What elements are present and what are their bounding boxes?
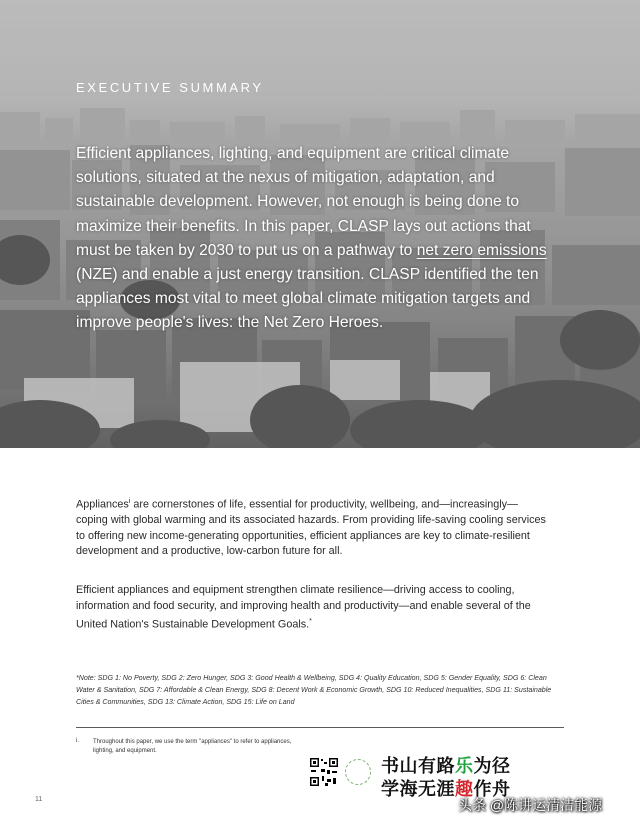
slogan1-highlight: 乐 xyxy=(455,756,474,776)
para2-text: Efficient appliances and equipment strengthen climate resilience—driving access to cooling, information and food security, and improving health and productivity—and enable several of the United Nation's Sustainable Development Goals. xyxy=(76,584,531,631)
slogan1-part-a: 书山有路 xyxy=(381,756,455,776)
source-watermark: 头条 @陈讲运清洁能源 xyxy=(458,797,603,813)
section-heading: EXECUTIVE SUMMARY xyxy=(76,80,264,95)
body-paragraph-1 xyxy=(76,494,546,560)
qr-code-icon[interactable] xyxy=(309,757,339,787)
slogan1-part-c: 为径 xyxy=(473,756,511,776)
hero-summary-text xyxy=(76,142,554,336)
slogan2-part-a: 学海无涯 xyxy=(381,779,455,799)
page-number: 11 xyxy=(35,796,43,803)
slogan2-part-c: 作舟 xyxy=(473,779,511,799)
body-paragraph-2 xyxy=(76,583,546,633)
footnote-ref[interactable]: i xyxy=(128,498,131,505)
footnote-divider xyxy=(76,727,564,728)
qr-code-panel xyxy=(305,755,375,799)
footnote-text: Throughout this paper, we use the term "appliances" to refer to appliances, lighting, and equipment. xyxy=(93,739,292,754)
hero-text-part2: (NZE) and enable a just energy transition. CLASP identified the ten appliances most vital to meet global climate mitigation targets and improve people's lives: the Net Zero Heroes. xyxy=(76,266,539,332)
para1-start: Appliances xyxy=(76,498,129,511)
logo-seal-icon xyxy=(345,759,371,785)
hero-text-part1: Efficient appliances, lighting, and equipment are critical climate solutions, situated at the nexus of mitigation, adaptation, and sustainable development. However, not enough is being done to maximize their benefits. In this paper, CLASP lays out actions that must be taken by 2030 to put us on a pathway to xyxy=(76,145,531,259)
sdg-note: *Note: SDG 1: No Poverty, SDG 2: Zero Hunger, SDG 3: Good Health & Wellbeing, SDG 4: Quality Education, SDG 5: Gender Equality, SDG 6: Clean Water & Sanitation, SDG 7: Affordable & Clean Energy, SDG 8: Decent Work & Economic Growth, SDG 10: Reduced Inequalities, SDG 11: Sustainable Cities & Communities, SDG 13: Climate Action, SDG 15: Life on Land xyxy=(76,674,552,706)
footnote-marker: i. xyxy=(76,738,79,744)
net-zero-emissions-link[interactable]: net zero emissions xyxy=(416,241,547,259)
slogan2-highlight: 趣 xyxy=(455,779,474,799)
note-ref: * xyxy=(309,618,312,626)
para1-rest: are cornerstones of life, essential for productivity, wellbeing, and—increasingly—coping with global warming and its associated hazards. From providing life-saving cooling services to offering new income-generating opportunities, efficient appliances are key to climate-resilient development and a productive, low-carbon future for all. xyxy=(76,498,546,558)
